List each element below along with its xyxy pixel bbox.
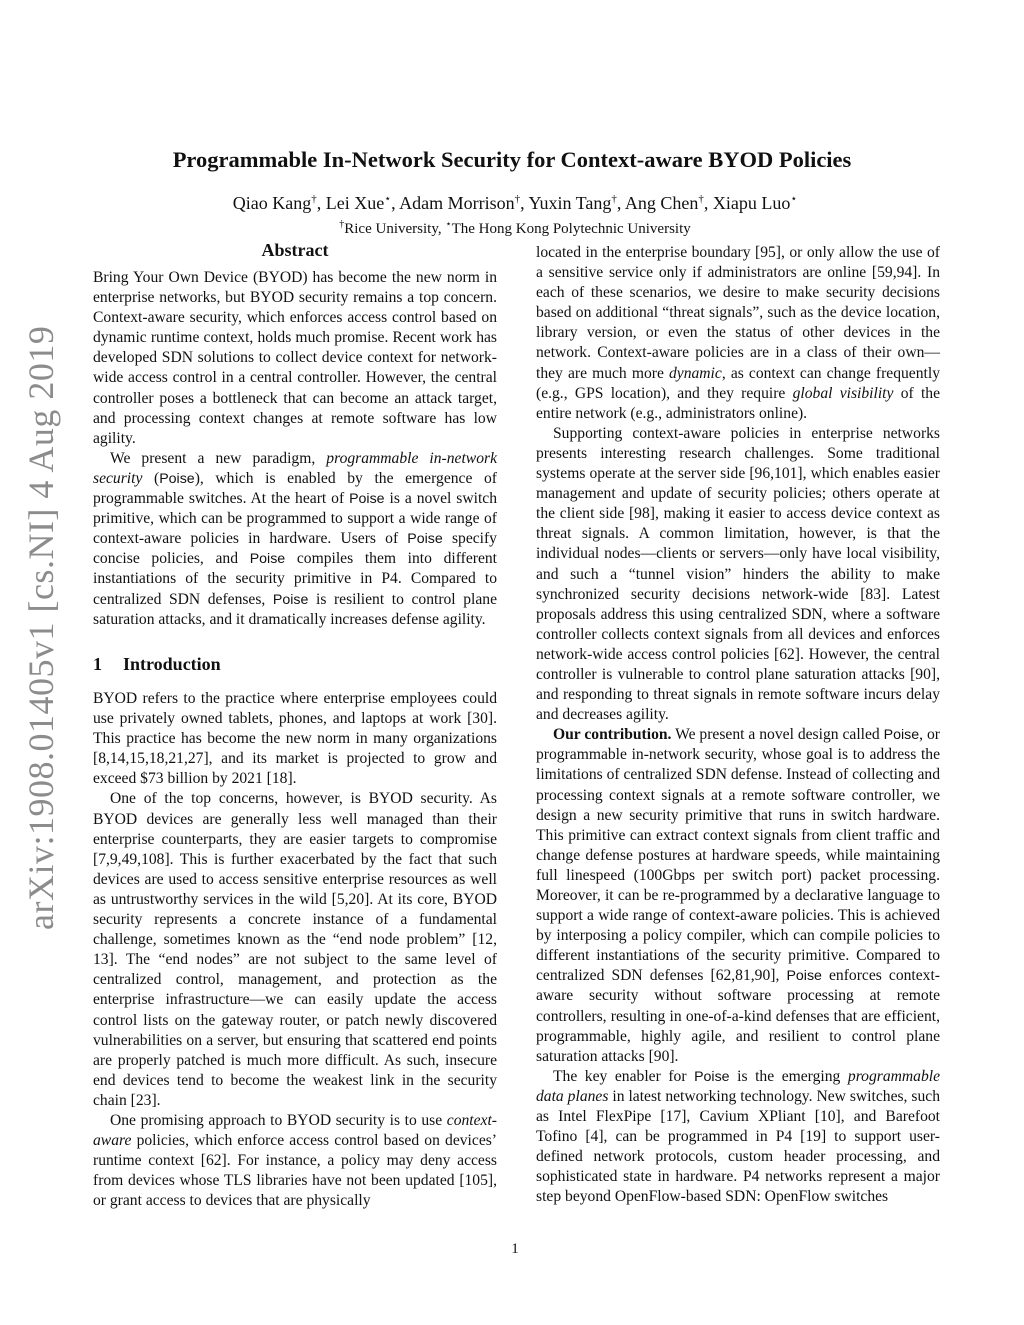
section-heading: [93, 654, 221, 675]
affiliation-mark: ⋆: [384, 193, 392, 205]
author-name: Yuxin Tang: [528, 193, 612, 213]
abstract-body: [93, 268, 497, 630]
system-name: Poise: [407, 531, 443, 548]
system-name: Poise: [349, 491, 385, 508]
author-name: Xiapu Luo: [712, 193, 791, 213]
affiliation-mark: ⋆: [790, 193, 798, 205]
emphasis: dynamic: [668, 364, 722, 382]
affiliation-institution: Rice University,: [344, 221, 446, 237]
affiliation-mark: †: [514, 193, 521, 205]
system-name: Poise: [786, 968, 822, 985]
affiliation-institution: The Hong Kong Polytechnic University: [451, 221, 691, 237]
system-name: Poise: [249, 551, 286, 568]
author-list: Qiao Kang†, Lei Xue⋆, Adam Morrison†, Yuxin Tang†, Ang Chen†, Xiapu Luo⋆: [232, 193, 798, 213]
body-paragraph: BYOD refers to the practice where enterprise employees could use privately owned tablets, phones, and laptops at work [30]. This practice has become the new norm in many organizations [8,14,15,18,21,27], and its market is projected to grow and exceed $73 billion by 2021 [18].: [93, 690, 497, 788]
affiliation-mark: ⋆: [445, 219, 452, 230]
affiliation-mark: †: [311, 193, 317, 205]
author-name: Ang Chen: [624, 193, 699, 213]
author-name: Adam Morrison: [399, 193, 515, 213]
introduction-body-left: [93, 689, 497, 1211]
abstract-heading: Abstract: [261, 240, 329, 260]
emphasis: global visibility: [792, 384, 894, 402]
author-name: Lei Xue: [325, 193, 385, 213]
body-paragraph: Our contribution. We present a novel design called Poise, or programmable in-network security, whose goal is to address the limitations of centralized SDN defense. Instead of collecting and processing context signals at a remote software controller, we design a new security primitive that runs in switch hardware. This primitive can extract context signals from client traffic and change defense postures at hardware speeds, while maintaining full linespeed (100Gbps per switch port) packet processing. Moreover, it can be re-programmed by a declarative language to support a wide range of context-aware policies. This is achieved by interposing a policy compiler, which can compile policies to different instantiations of the security primitive. Compared to centralized SDN defenses [62,81,90], Poise enforces context-aware security without software processing at remote controllers, resulting in one-of-a-kind defenses that are efficient, programmable, highly agile, and resilient to control plane saturation attacks [90].: [536, 726, 941, 1065]
body-paragraph: One of the top concerns, however, is BYOD security. As BYOD devices are generally less well managed than their enterprise counterparts, they are easier targets to compromise [7,9,49,108]. This is further exacerbated by the fact that such devices are used to access sensitive enterprise resources as well as untrustworthy services in the wild [5,20]. At its core, BYOD security represents a concrete instance of a fundamental challenge, sometimes known as the “end node problem” [12, 13]. The “end nodes” are not subject to the same level of centralized control, management, and protection as the enterprise infrastructure—we can easily update the access control lists on the gateway router, or patch newly discovered vulnerabilities on a server, but ensuring that scattered end points are properly patched is much more difficult. As such, insecure end devices tend to become the weakest link in the security chain [23].: [93, 790, 497, 1109]
affiliation-mark: †: [339, 219, 345, 230]
system-name: Poise: [694, 1068, 730, 1085]
abstract-paragraph: Bring Your Own Device (BYOD) has become the new norm in enterprise networks, but BYOD security remains a top concern. Context-aware security, which enforces access control based on dynamic runtime context, holds much promise. Recent work has developed SDN solutions to collect device context for network-wide access control in a central controller. However, the central controller poses a bottleneck that can become an attack target, and processing context changes at remote software has low agility.: [93, 269, 497, 447]
page-number: 1: [511, 1241, 519, 1257]
arxiv-stamp: arXiv:1908.01405v1 [cs.NI] 4 Aug 2019: [21, 325, 61, 930]
section-number: 1: [93, 654, 102, 674]
body-paragraph: The key enabler for Poise is the emerging programmable data planes in latest networking technology. New switches, such as Intel FlexPipe [17], Cavium XPliant [10], and Barefoot Tofino [4], can be programmed in P4 [19] to support user-defined network protocols, custom header processing, and sophisticated state in hardware. P4 networks represent a major step beyond OpenFlow-based SDN: OpenFlow switches: [536, 1067, 941, 1206]
system-name: Poise: [159, 470, 195, 487]
system-name: Poise: [272, 591, 309, 608]
emphasis: context-aware: [93, 1111, 497, 1150]
emphasis: programmable data planes: [536, 1067, 941, 1105]
introduction-body-right: [536, 243, 940, 1208]
author-name: Qiao Kang: [232, 193, 312, 213]
body-paragraph: Supporting context-aware policies in enterprise networks presents interesting research challenges. Some traditional systems operate at the server side [96,101], which enables easier management and update of security policies; others operate at the client side [98], making it easier to access device context as threat signals. A common limitation, however, is that the individual nodes—clients or servers—only have local visibility, and such a “tunnel vision” hinders the ability to make synchronized security decisions network-wide [83]. Latest proposals address this using centralized SDN, where a software controller collects context signals from all devices and enforces network-wide access control policies [62]. However, the central controller is vulnerable to control plane saturation attacks [90], and responding to threat signals in remote software incurs delay and decreases agility.: [536, 424, 940, 724]
section-title: Introduction: [123, 654, 221, 674]
system-name: Poise: [883, 727, 920, 744]
paragraph-lead: Our contribution.: [553, 726, 672, 744]
body-paragraph: located in the enterprise boundary [95], or only allow the use of a sensitive service only if administrators are online [59,94]. In each of these scenarios, we desire to make security decisions based on additional “threat signals”, such as the device location, library version, or even the status of other devices in the network. Context-aware policies are in a class of their own—they are much more dynamic, as context can change frequently (e.g., GPS location), and they require global visibility of the entire network (e.g., administrators online).: [536, 244, 940, 422]
affiliation-mark: †: [698, 193, 704, 205]
affiliation-mark: †: [611, 193, 617, 205]
body-paragraph: One promising approach to BYOD security is to use context-aware policies, which enforce access control based on devices’ runtime context [62]. For instance, a policy may deny access from devices whose TLS libraries have not been updated [105], or grant access to devices that are physically: [93, 1111, 497, 1210]
paper-title: Programmable In-Network Security for Context-aware BYOD Policies: [172, 147, 852, 172]
emphasis: programmable in-network security: [93, 449, 497, 487]
abstract-paragraph: We present a new paradigm, programmable in-network security (Poise), which is enabled by the emergence of programmable switches. At the heart of Poise is a novel switch primitive, which can be programmed to support a wide range of context-aware policies in hardware. Users of Poise specify concise policies, and Poise compiles them into different instantiations of the security primitive in P4. Compared to centralized SDN defenses, Poise is resilient to control plane saturation attacks, and it dramatically increases defense agility.: [93, 449, 497, 628]
affiliations: [0, 219, 1024, 238]
